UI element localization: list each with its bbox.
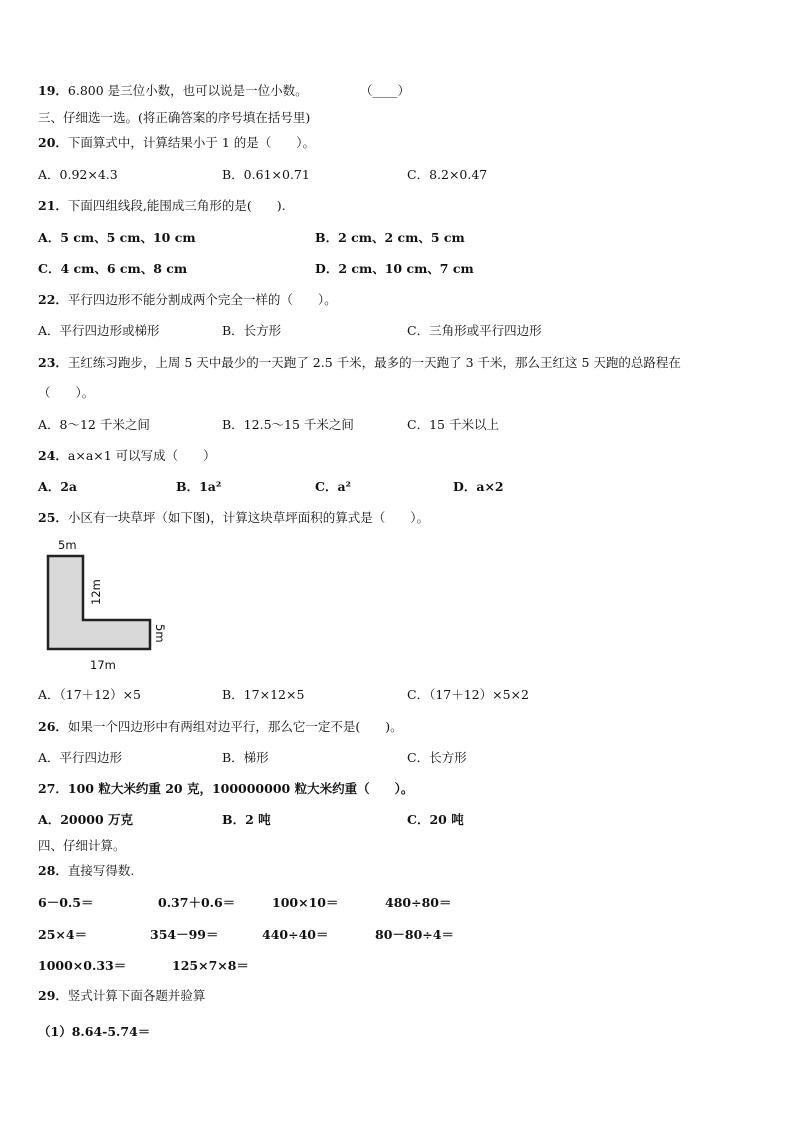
q22-option-c[interactable]: C．三角形或平行四边形	[407, 323, 542, 338]
q27-option-b[interactable]: B．2 吨	[222, 812, 271, 827]
q28-r1-c2: 0.37＋0.6＝	[158, 895, 236, 910]
q20-option-b[interactable]: B．0.61×0.71	[222, 167, 310, 182]
section-4-title: 四、仔细计算。	[38, 838, 126, 853]
q25-option-b[interactable]: B．17×12×5	[222, 687, 305, 702]
q27-option-c[interactable]: C．20 吨	[407, 812, 464, 827]
q20-option-a[interactable]: A．0.92×4.3	[38, 167, 118, 182]
q24-option-a[interactable]: A．2a	[38, 479, 77, 494]
q20-line	[38, 135, 315, 151]
q28-r2-c2: 354－99＝	[150, 927, 219, 942]
q24-line	[38, 448, 216, 464]
q25-line	[38, 510, 429, 526]
q29-line	[38, 988, 205, 1004]
q21-text: 下面四组线段,能围成三角形的是( ).	[67, 198, 286, 213]
q22-option-a[interactable]: A．平行四边形或梯形	[38, 323, 160, 338]
section-3-title: 三、仔细选一选。(将正确答案的序号填在括号里)	[38, 110, 311, 125]
q22-number: 22．	[38, 292, 68, 307]
label-height: 12m	[89, 579, 103, 605]
q19-answer-paren[interactable]: （____）	[360, 83, 411, 98]
q28-r1-c1: 6－0.5＝	[38, 895, 94, 910]
label-top-width: 5m	[58, 538, 77, 552]
q27-number: 27．	[38, 781, 68, 796]
q26-text: 如果一个四边形中有两组对边平行，那么它一定不是( )。	[67, 719, 403, 734]
q23-option-b[interactable]: B．12.5～15 千米之间	[222, 417, 354, 432]
q20-number: 20．	[38, 135, 68, 150]
q23-line	[38, 355, 681, 371]
q23-text: 王红练习跑步，上周 5 天中最少的一天跑了 2.5 千米，最多的一天跑了 3 千米，那么王红这 5 天跑的总路程在	[67, 355, 681, 370]
q22-line	[38, 292, 337, 308]
label-bottom-width: 17m	[90, 658, 116, 672]
q27-text: 100 粒大米约重 20 克，100000000 粒大米约重（ ）。	[67, 781, 414, 796]
q29-sub-1: （1）8.64-5.74＝	[38, 1024, 151, 1039]
q26-option-c[interactable]: C．长方形	[407, 750, 467, 765]
q24-text: a×a×1 可以写成（ ）	[67, 448, 216, 463]
q25-option-a[interactable]: A．（17＋12）×5	[38, 687, 142, 702]
q23-answer-paren[interactable]: （ ）。	[38, 385, 95, 400]
q21-option-b[interactable]: B．2 cm、2 cm、5 cm	[315, 230, 465, 245]
q28-line	[38, 863, 134, 879]
q28-number: 28．	[38, 863, 68, 878]
q28-r1-c4: 480÷80＝	[385, 895, 452, 910]
q25-text: 小区有一块草坪（如下图)，计算这块草坪面积的算式是（ ）。	[67, 510, 430, 525]
q29-number: 29．	[38, 988, 68, 1003]
q26-option-a[interactable]: A．平行四边形	[38, 750, 123, 765]
q23-option-a[interactable]: A．8～12 千米之间	[38, 417, 150, 432]
q28-r1-c3: 100×10＝	[272, 895, 339, 910]
q28-r2-c4: 80－80÷4＝	[375, 927, 454, 942]
q23-option-c[interactable]: C．15 千米以上	[407, 417, 499, 432]
lawn-l-shape-figure	[38, 536, 168, 676]
q26-option-b[interactable]: B．梯形	[222, 750, 269, 765]
q26-number: 26．	[38, 719, 68, 734]
q20-text: 下面算式中，计算结果小于 1 的是（ ）。	[67, 135, 316, 150]
q26-line	[38, 719, 403, 735]
q22-text: 平行四边形不能分割成两个完全一样的（ ）。	[67, 292, 337, 307]
q21-number: 21．	[38, 198, 68, 213]
q24-option-d[interactable]: D．a×2	[453, 479, 504, 494]
q21-option-d[interactable]: D．2 cm、10 cm、7 cm	[315, 261, 474, 276]
q28-r2-c1: 25×4＝	[38, 927, 88, 942]
q28-text: 直接写得数.	[67, 863, 135, 878]
q19-number: 19．	[38, 83, 68, 98]
q19-text: 6.800 是三位小数，也可以说是一位小数。	[67, 83, 308, 98]
q24-number: 24．	[38, 448, 68, 463]
q23-number: 23．	[38, 355, 68, 370]
q27-line	[38, 781, 413, 797]
q28-r3-c1: 1000×0.33＝	[38, 958, 127, 973]
label-right-height: 5m	[153, 624, 167, 643]
q20-option-c[interactable]: C．8.2×0.47	[407, 167, 488, 182]
q21-line	[38, 198, 286, 214]
q27-option-a[interactable]: A．20000 万克	[38, 812, 134, 827]
q22-option-b[interactable]: B．长方形	[222, 323, 282, 338]
q21-option-a[interactable]: A．5 cm、5 cm、10 cm	[38, 230, 196, 245]
q19-line	[38, 83, 308, 99]
q24-option-c[interactable]: C．a²	[315, 479, 352, 494]
q28-r3-c2: 125×7×8＝	[172, 958, 249, 973]
q28-r2-c3: 440÷40＝	[262, 927, 329, 942]
q24-option-b[interactable]: B．1a²	[176, 479, 222, 494]
q29-text: 竖式计算下面各题并验算	[67, 988, 206, 1003]
q21-option-c[interactable]: C．4 cm、6 cm、8 cm	[38, 261, 188, 276]
q25-number: 25．	[38, 510, 68, 525]
q25-option-c[interactable]: C．（17＋12）×5×2	[407, 687, 529, 702]
